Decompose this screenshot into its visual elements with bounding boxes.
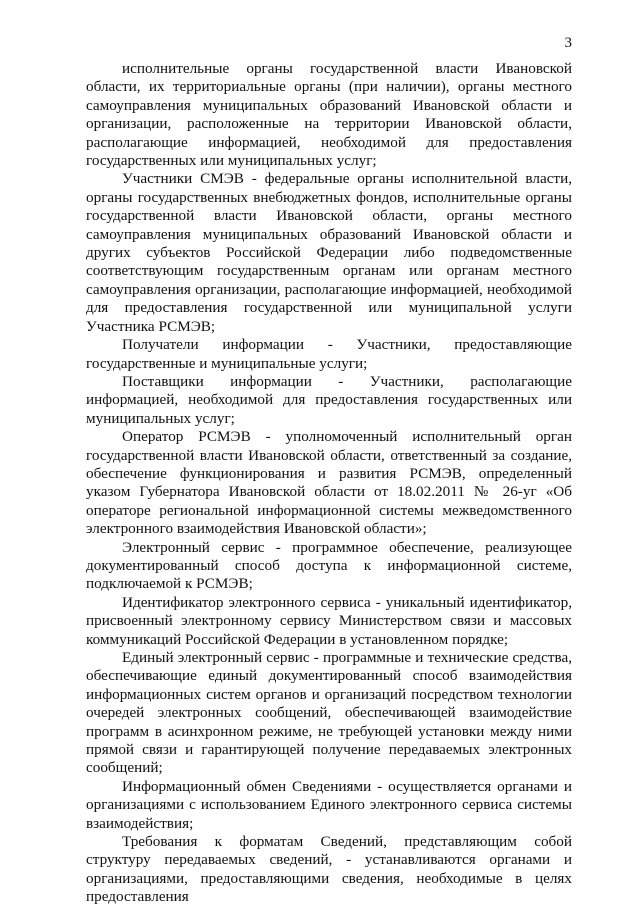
document-body <box>86 60 572 907</box>
paragraph-information-recipients: Получатели информации - Участники, предоставляющие государственные и муниципальные услуги; <box>86 336 572 372</box>
page-number: 3 <box>564 35 572 51</box>
paragraph-service-identifier: Идентификатор электронного сервиса - уникальный идентификатор, присвоенный электронному сервису Министерством связи и массовых коммуникаций Российской Федерации в установленном порядке; <box>86 593 572 648</box>
paragraph-executive-bodies-continued: исполнительные органы государственной власти Ивановской области, их территориальные органы (при наличии), органы местного самоуправления муниципальных образований Ивановской области и организации, расположенные на территории Ивановской области, располагающие информацией, необходимой для предоставления государственных или муниципальных услуг; <box>86 60 572 170</box>
paragraph-information-providers: Поставщики информации - Участники, располагающие информацией, необходимой для предоставления государственных или муниципальных услуг; <box>86 372 572 427</box>
paragraph-smev-participants: Участники СМЭВ - федеральные органы исполнительной власти, органы государственных внебюджетных фондов, исполнительные органы государственной власти Ивановской области, органы местного самоуправления муниципальных образований Ивановской области и других субъектов Российской Федерации либо подведомственные соответствующим государственным органам или органам местного самоуправления организации, располагающие информацией, необходимой для предоставления государственной или муниципальной услуги Участника РСМЭВ; <box>86 170 572 335</box>
paragraph-format-requirements: Требования к форматам Сведений, представляющим собой структуру передаваемых сведений, - устанавливаются органами и организациями, предоставляющими сведения, необходимые в целях предоставления <box>86 833 572 906</box>
paragraph-electronic-service: Электронный сервис - программное обеспечение, реализующее документированный способ доступа к информационной системе, подключаемой к РСМЭВ; <box>86 538 572 593</box>
paragraph-unified-electronic-service: Единый электронный сервис - программные и технические средства, обеспечивающие единый документированный способ взаимодействия информационных систем органов и организаций посредством технологии очередей электронных сообщений, обеспечивающей взаимодействие программ в асинхронном режиме, не требующей установки между ними прямой связи и гарантирующей получение передаваемых электронных сообщений; <box>86 649 572 777</box>
paragraph-information-exchange: Информационный обмен Сведениями - осуществляется органами и организациями с использованием Единого электронного сервиса системы взаимодействия; <box>86 777 572 832</box>
paragraph-rsmev-operator: Оператор РСМЭВ - уполномоченный исполнительный орган государственной власти Ивановской области, ответственный за создание, обеспечение функционирования и развития РСМЭВ, определенный указом Губернатора Ивановской области от 18.02.2011 № 26-уг «Об операторе региональной информационной системы межведомственного электронного взаимодействия Ивановской области»; <box>86 428 572 538</box>
